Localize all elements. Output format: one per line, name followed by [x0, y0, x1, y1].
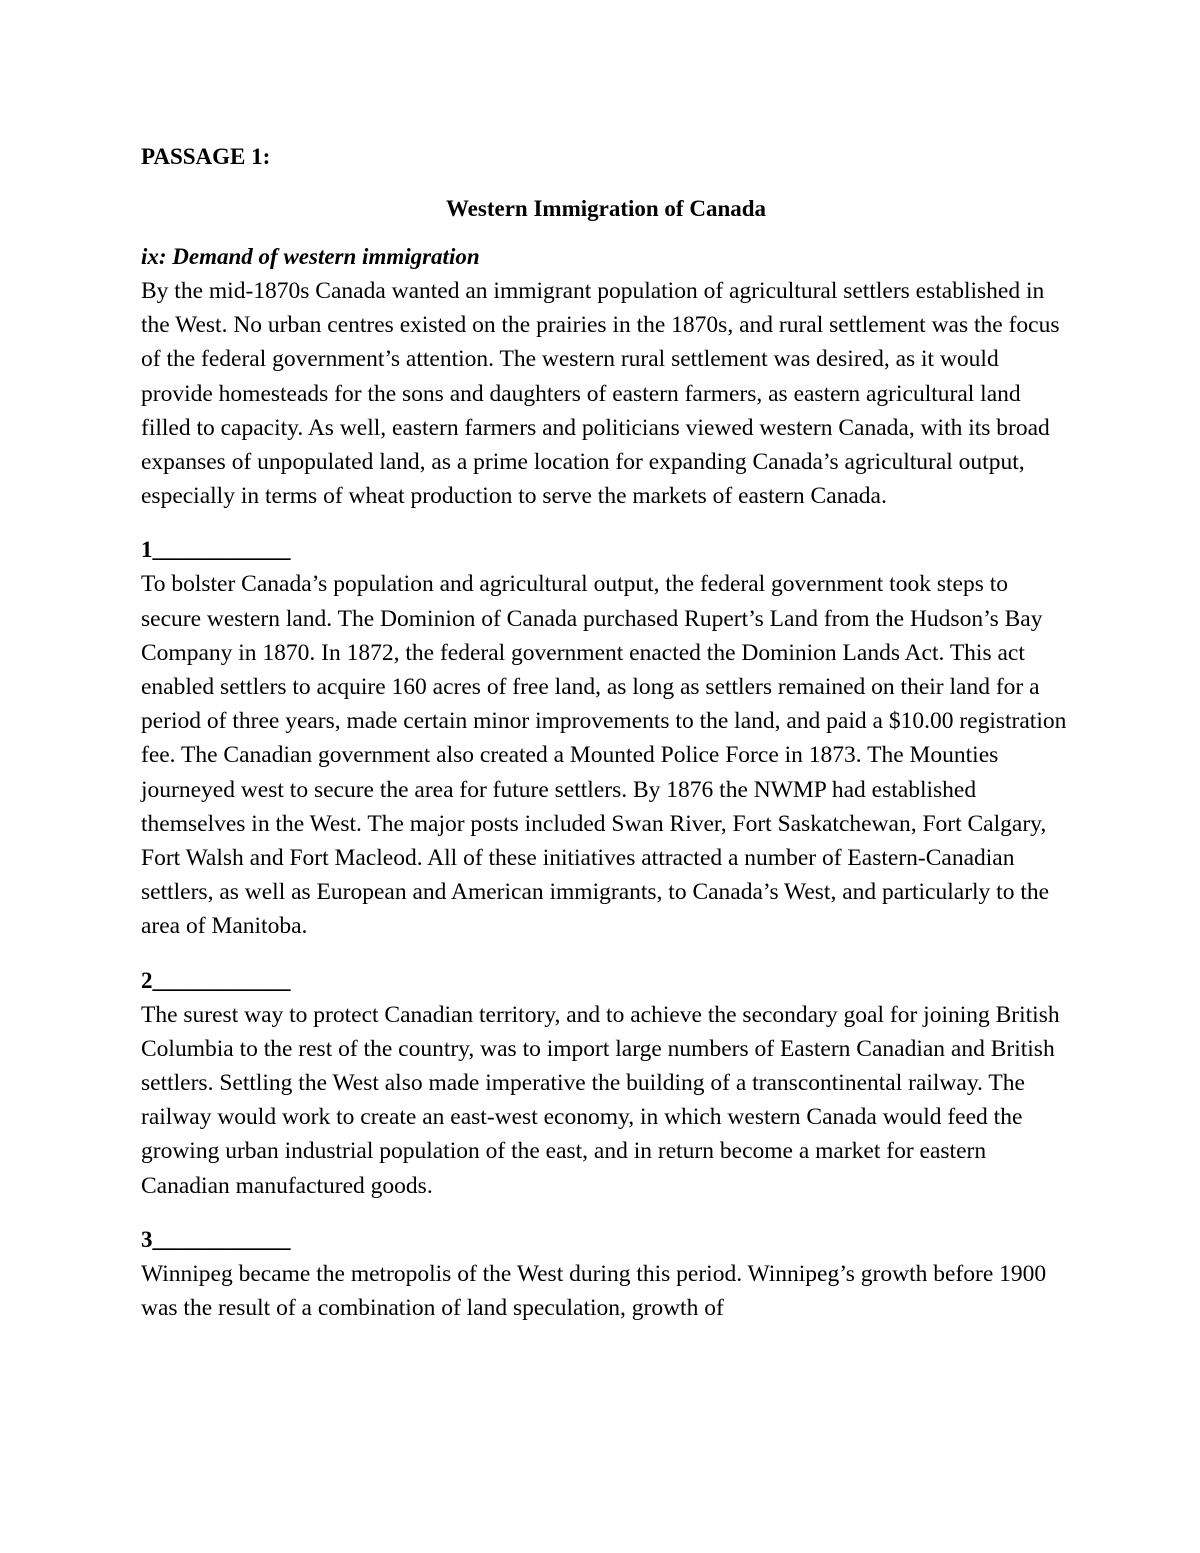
- section-body-2: The surest way to protect Canadian territory, and to achieve the secondary goal for joining British Columbia to the rest of the country, was to import large numbers of Eastern Canadian and British settlers. Settling the West also made imperative the building of a transcontinental railway. The railway would work to create an east-west economy, in which western Canada would feed the growing urban industrial population of the east, and in return become a market for eastern Canadian manufactured goods.: [141, 1001, 1060, 1199]
- section-body-demand: By the mid-1870s Canada wanted an immigrant population of agricultural settlers established in the West. No urban centres existed on the prairies in the 1870s, and rural settlement was the focus of the federal government’s attention. The western rural settlement was desired, as it would provide homesteads for the sons and daughters of eastern farmers, as eastern agricultural land filled to capacity. As well, eastern farmers and politicians viewed western Canada, with its broad expanses of unpopulated land, as a prime location for expanding Canada’s agricultural output, especially in terms of wheat production to serve the markets of eastern Canada.: [141, 278, 1060, 510]
- blank-heading-2: 2____________: [141, 967, 291, 993]
- document-page: [141, 140, 1071, 1325]
- section-body-1: To bolster Canada’s population and agricultural output, the federal government took steps to secure western land. The Dominion of Canada purchased Rupert’s Land from the Hudson’s Bay Company in 1870. In 1872, the federal government enacted the Dominion Lands Act. This act enabled settlers to acquire 160 acres of free land, as long as settlers remained on their land for a period of three years, made certain minor improvements to the land, and paid a $10.00 registration fee. The Canadian government also created a Mounted Police Force in 1873. The Mounties journeyed west to secure the area for future settlers. By 1876 the NWMP had established themselves in the West. The major posts included Swan River, Fort Saskatchewan, Fort Calgary, Fort Walsh and Fort Macleod. All of these initiatives attracted a number of Eastern-Canadian settlers, as well as European and American immigrants, to Canada’s West, and particularly to the area of Manitoba.: [141, 571, 1067, 940]
- passage-label: PASSAGE 1:: [141, 144, 271, 169]
- blank-heading-1: 1____________: [141, 537, 291, 563]
- document-title: Western Immigration of Canada: [445, 196, 767, 221]
- section-heading-demand: ix: Demand of western immigration: [141, 244, 480, 269]
- blank-heading-3: 3____________: [141, 1226, 291, 1252]
- section-body-3: Winnipeg became the metropolis of the West during this period. Winnipeg’s growth before 1900 was the result of a combination of land speculation, growth of: [141, 1260, 1047, 1322]
